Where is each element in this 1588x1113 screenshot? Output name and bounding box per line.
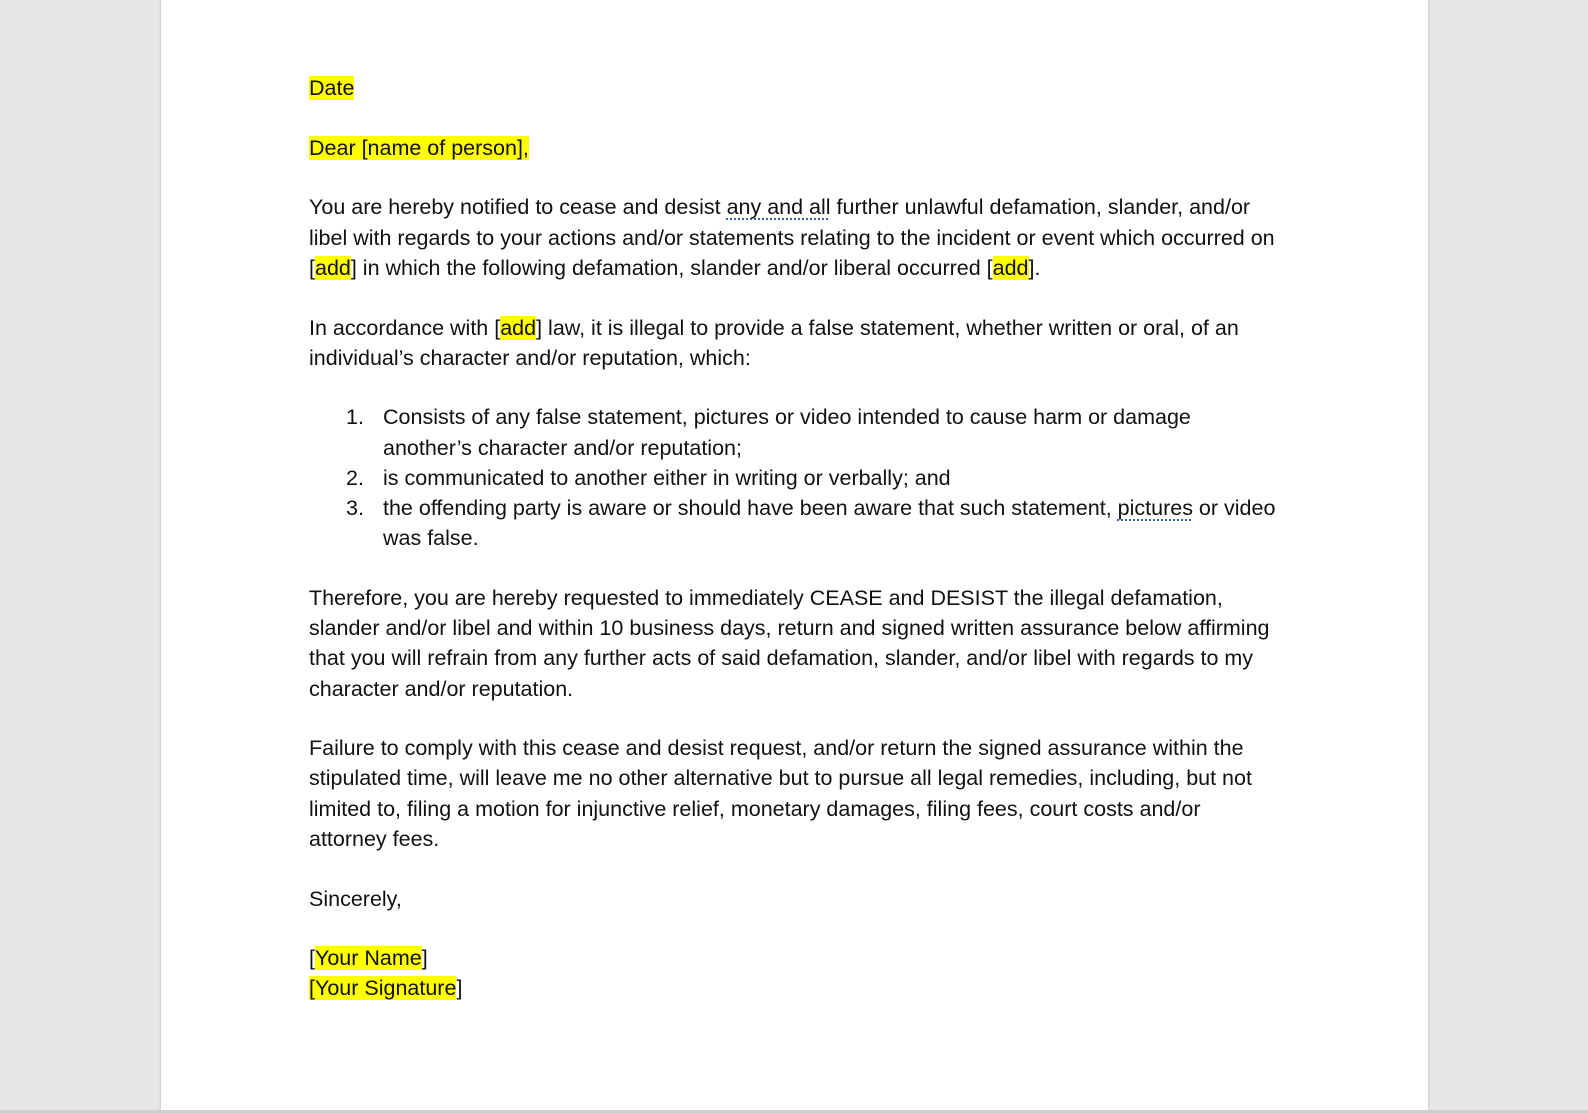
paragraph-notice	[309, 192, 1277, 283]
list-number: 3.	[346, 496, 364, 521]
text-run: You are hereby notified to cease and desist	[309, 195, 727, 220]
text-run: further unlawful defamation, slander, and/or libel with regards to your actions and/or statements relating to the incident or event which occurred on [	[309, 195, 1275, 280]
list-item-text: the offending party is aware or should have been aware that such statement,	[383, 496, 1118, 521]
name-line	[309, 943, 1277, 973]
add-placeholder: add	[992, 255, 1029, 280]
numbered-list	[309, 402, 1277, 553]
document-page	[160, 0, 1429, 1110]
text-run: ] law, it is illegal to provide a false statement, whether written or oral, of an individual’s character and/or reputation, which:	[309, 315, 1239, 370]
list-number: 1.	[346, 405, 364, 430]
date-placeholder: Date	[309, 76, 355, 100]
list-number: 2.	[346, 465, 364, 490]
list-item-text: Consists of any false statement, pictures or video intended to cause harm or damage another’s character and/or reputation;	[383, 405, 1191, 460]
list-item	[309, 402, 1277, 462]
text-run: ].	[1028, 255, 1041, 280]
signature-placeholder: [Your Signature	[309, 976, 457, 1001]
grammar-flag[interactable]: any and all	[726, 195, 831, 220]
paragraph-consequences: Failure to comply with this cease and desist request, and/or return the signed assurance within the stipulated time, will leave me no other alternative but to pursue all legal remedies, including, but not limited to, filing a motion for injunctive relief, monetary damages, filing fees, court costs and/or attorney fees.	[309, 736, 1252, 851]
text-run: In accordance with [	[309, 315, 501, 340]
list-item	[309, 463, 1277, 493]
bracket: ]	[421, 946, 428, 971]
date-line	[309, 73, 1277, 103]
bracket: ]	[456, 976, 463, 1001]
salutation-placeholder: Dear [name of person],	[309, 135, 529, 160]
paragraph-request: Therefore, you are hereby requested to immediately CEASE and DESIST the illegal defamation, slander and/or libel and within 10 business days, return and signed written assurance below affirming that you will refrain from any further acts of said defamation, slander, and/or libel with regards to my character and/or reputation.	[309, 585, 1270, 701]
signature-block	[309, 943, 1277, 1003]
letter-body[interactable]	[309, 73, 1277, 1004]
closing: Sincerely,	[309, 886, 402, 911]
salutation	[309, 133, 1277, 163]
signature-line	[309, 973, 1277, 1003]
paragraph-law	[309, 313, 1277, 373]
list-item-text: or video was false.	[383, 496, 1276, 551]
bracket: [	[309, 946, 315, 971]
add-placeholder: add	[500, 315, 537, 340]
add-placeholder: add	[314, 255, 351, 280]
grammar-flag[interactable]: pictures	[1117, 496, 1193, 521]
list-item-text: is communicated to another either in writing or verbally; and	[383, 465, 951, 490]
list-item	[309, 493, 1277, 553]
text-run: ] in which the following defamation, slander and/or liberal occurred [	[350, 255, 993, 280]
name-placeholder: Your Name	[314, 946, 422, 971]
